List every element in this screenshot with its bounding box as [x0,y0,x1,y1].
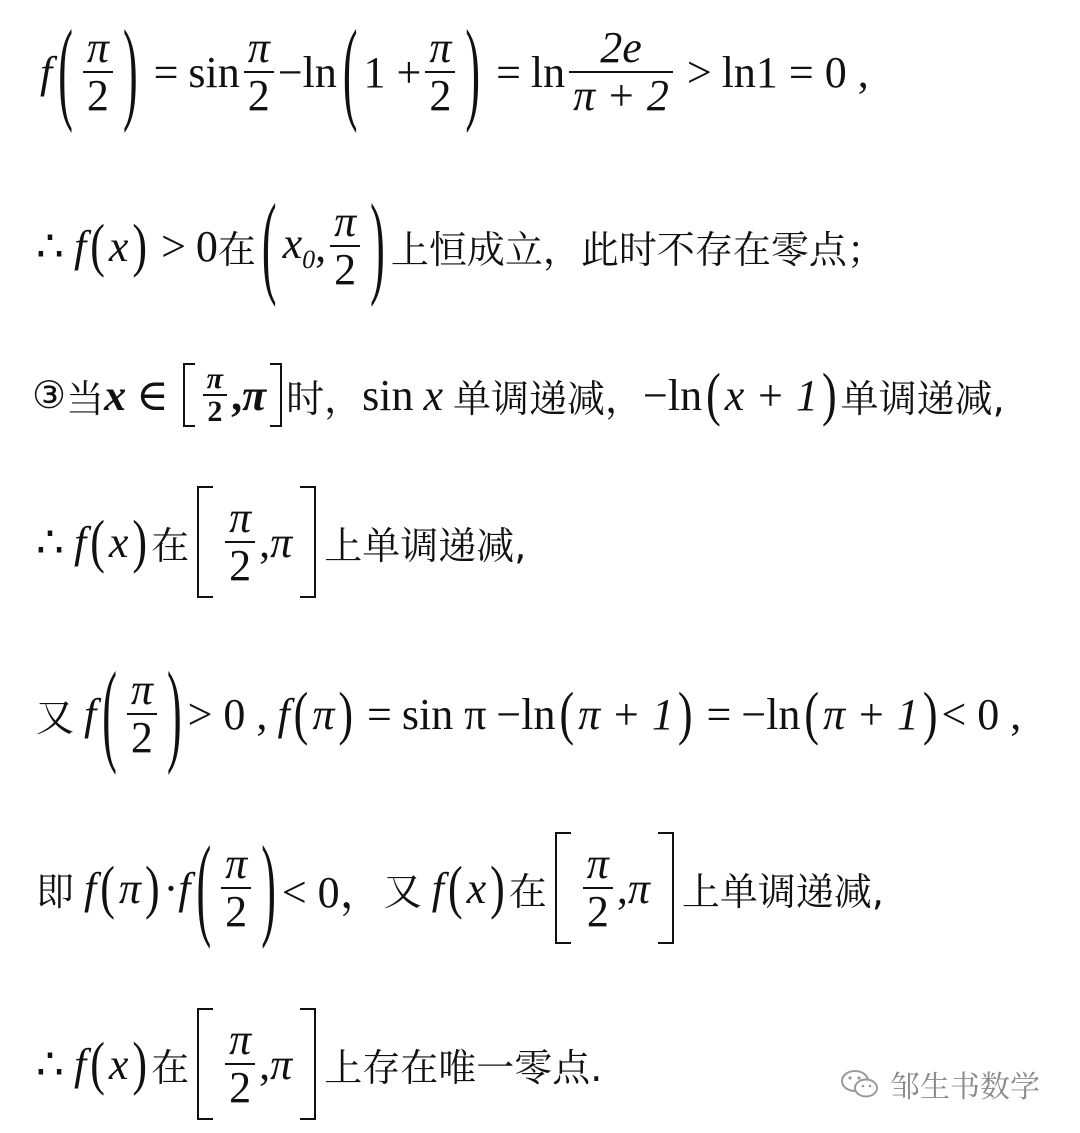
ln-label: ln [302,47,337,97]
fraction-pi-over-2-bold: $\frac{\pi}{2}$ [203,363,227,428]
fraction-pi-over-2: $\frac{\pi}{2}$ [244,25,274,119]
fraction-pi-over-2: $\frac{\pi}{2}$ [425,25,455,119]
sin-label: sin [188,47,240,97]
fraction-pi-over-2: $\frac{\pi}{2}$ [330,199,360,293]
fraction-pi-over-2: $\frac{\pi}{2}$ [583,841,613,935]
fraction-2e-over-pi-plus-2: $\frac{2e}{\pi + 2}$ [569,25,673,119]
equation-line-3: ③ 当 x ∈ $\frac{\pi}{2}$ , π 时， sin x 单调递减， − ln ( x + 1 ) 单调递减, [32,361,1005,428]
equation-line-1: f ( $\frac{\pi}{2}$ ) = sin $\frac{\pi}{2}$ − ln ( 1 + $\frac{\pi}{2}$ ) = ln $\frac{2e}{\pi + 2}$ > ln1 = 0 , [40,7,869,135]
equation-line-5: 又 f ( $\frac{\pi}{2}$ ) > 0 , f ( π ) = sin π − ln ( π + 1 ) = − ln ( π + 1 ) < 0 , [36,649,1022,777]
circled-three: ③ [32,373,67,417]
func-f: f [40,47,53,97]
fraction-pi-over-2: $\frac{\pi}{2}$ [225,495,255,589]
therefore-symbol: ∴ [36,221,64,271]
equation-line-2: ∴ f ( x ) > 0 在 ( $x_0$ , $\frac{\pi}{2}$ ) 上恒成立，此时不存在零点； [36,181,885,309]
wechat-icon [840,1068,880,1100]
equation-line-7: ∴ f ( x ) 在 $\frac{\pi}{2}$ , π 上存在唯一零点. [0,1000,1080,1128]
watermark [840,1062,1040,1106]
fraction-pi-over-2: $\frac{\pi}{2}$ [127,667,157,761]
fraction-pi-over-2: $\frac{\pi}{2}$ [83,25,113,119]
watermark-label: 邹生书数学 [890,1070,1040,1105]
equation-line-6: 即 f ( π ) · f ( $\frac{\pi}{2}$ ) < 0， 又 f ( x ) 在 $\frac{\pi}{2}$ , π 上单调递减, [36,823,884,951]
fraction-pi-over-2: $\frac{\pi}{2}$ [225,1017,255,1111]
x0: $x_0$ [282,218,316,274]
fraction-pi-over-2: $\frac{\pi}{2}$ [221,841,251,935]
equation-line-4: ∴ f ( x ) 在 $\frac{\pi}{2}$ , π 上单调递减, [0,478,1080,606]
